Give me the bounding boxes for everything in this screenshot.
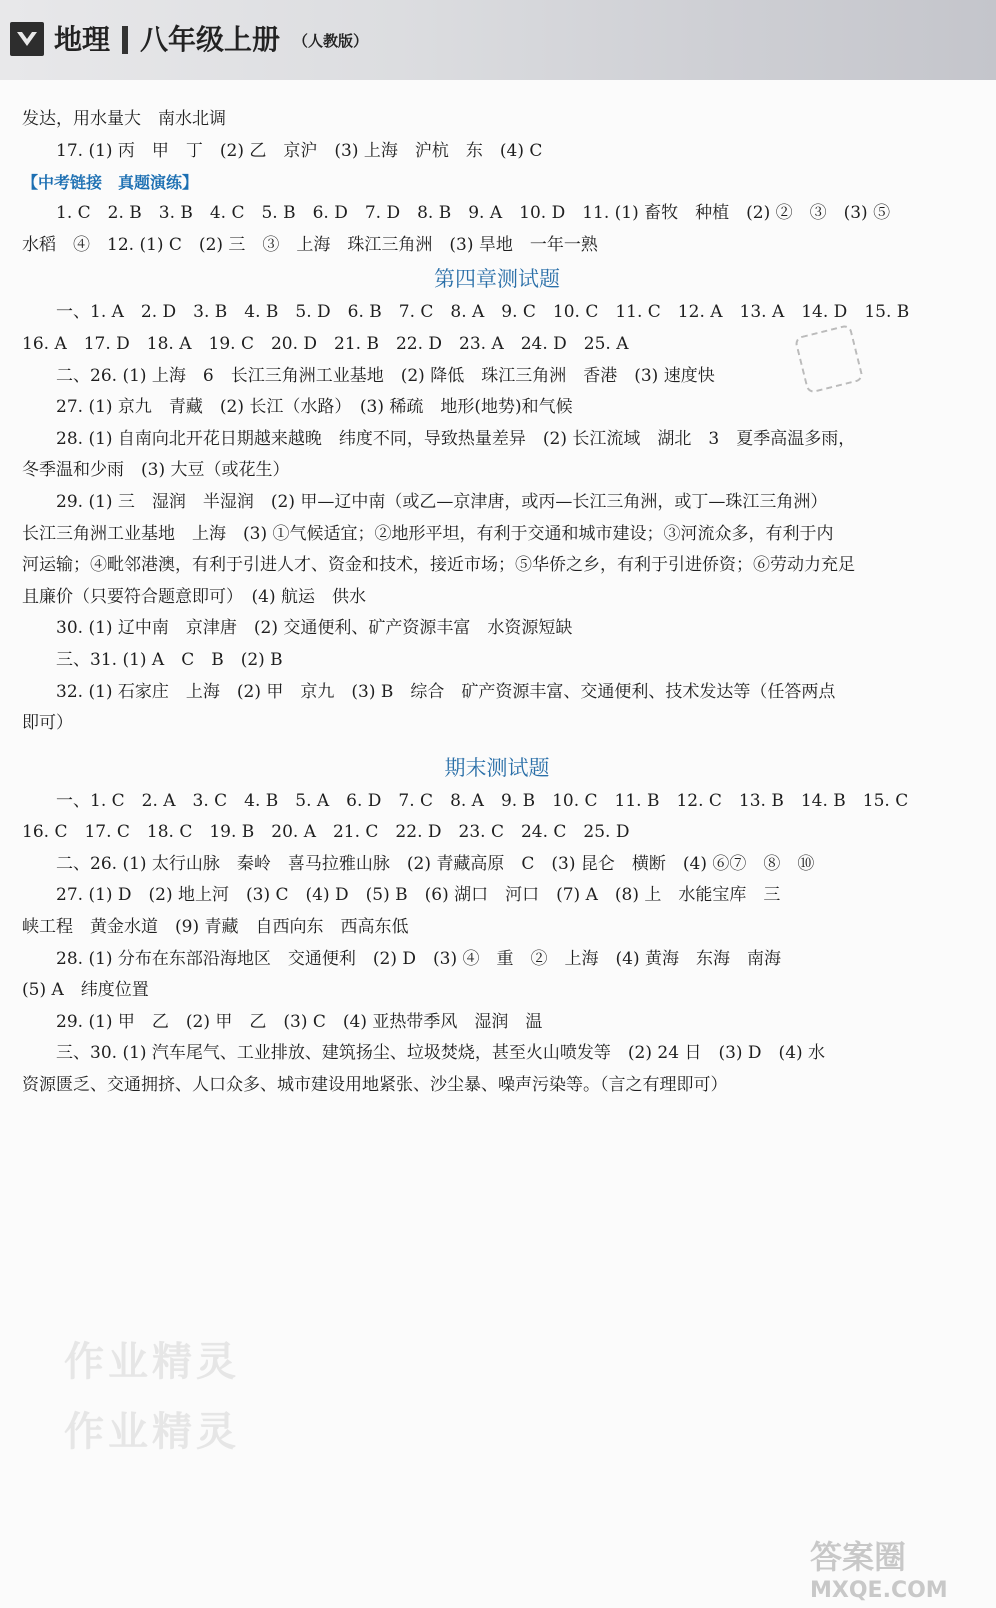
final-exam-title: 期末测试题	[444, 755, 550, 780]
text-line: 三、31. (1) A C B (2) B	[56, 649, 283, 670]
text-line: 河运输；④毗邻港澳，有利于引进人才、资金和技术，接近市场；⑤华侨之乡，有利于引进侨资；⑥劳动力充足	[22, 555, 855, 576]
text-line: 二、26. (1) 上海 6 长江三角洲工业基地 (2) 降低 珠江三角洲 香港 (3) 速度快	[56, 365, 715, 386]
text-line: 27. (1) 京九 青藏 (2) 长江（水路） (3) 稀疏 地形(地势)和气候	[56, 397, 573, 418]
text-line: 峡工程 黄金水道 (9) 青藏 自西向东 西高东低	[22, 917, 409, 938]
chapter4-title: 第四章测试题	[434, 267, 560, 292]
text-line: 且廉价（只要符合题意即可） (4) 航运 供水	[22, 586, 366, 607]
site-watermark-name: 答案圈	[810, 1538, 907, 1576]
answer-content	[22, 104, 972, 1102]
text-line: 长江三角洲工业基地 上海 (3) ①气候适宜；②地形平坦，有利于交通和城市建设；③河流众多，有利于内	[22, 523, 834, 544]
text-line: 1. C 2. B 3. B 4. C 5. B 6. D 7. D 8. B 9. A 10. D 11. (1) 畜牧 种植 (2) ② ③ (3) ⑤	[56, 203, 891, 224]
text-line: 即可）	[22, 713, 73, 734]
text-line: 一、1. A 2. D 3. B 4. B 5. D 6. B 7. C 8. A 9. C 10. C 11. C 12. A 13. A 14. D 15. B	[56, 302, 910, 323]
text-line: 32. (1) 石家庄 上海 (2) 甲 京九 (3) B 综合 矿产资源丰富、交通便利、技术发达等（任答两点	[56, 681, 836, 702]
watermark: 作业精灵	[64, 1409, 240, 1455]
grade-title: 八年级上册	[140, 23, 281, 56]
exam-link-tag: 【中考链接 真题演练】	[22, 173, 199, 193]
text-line: 发达，用水量大 南水北调	[22, 109, 226, 129]
text-line: 二、26. (1) 太行山脉 秦岭 喜马拉雅山脉 (2) 青藏高原 C (3) 昆仑 横断 (4) ⑥⑦ ⑧ ⑩	[56, 853, 815, 874]
text-line: 水稻 ④ 12. (1) C (2) 三 ③ 上海 珠江三角洲 (3) 旱地 一年一熟	[22, 234, 598, 255]
text-line: 28. (1) 自南向北开花日期越来越晚 纬度不同，导致热量差异 (2) 长江流域 湖北 3 夏季高温多雨，	[56, 428, 856, 449]
edition-label: （人教版）	[293, 32, 369, 50]
text-line: 29. (1) 三 湿润 半湿润 (2) 甲—辽中南（或乙—京津唐，或丙—长江三角洲，或丁—珠江三角洲）	[56, 491, 828, 512]
text-line: 16. A 17. D 18. A 19. C 20. D 21. B 22. D 23. A 24. D 25. A	[22, 333, 629, 354]
text-line: 一、1. C 2. A 3. C 4. B 5. A 6. D 7. C 8. A 9. B 10. C 11. B 12. C 13. B 14. B 15. C	[56, 790, 909, 811]
subject-title: 地理	[54, 23, 111, 56]
page-header	[0, 0, 996, 80]
watermark: 作业精灵	[64, 1339, 240, 1385]
text-line: 30. (1) 辽中南 京津唐 (2) 交通便利、矿产资源丰富 水资源短缺	[56, 618, 573, 639]
text-line: (5) A 纬度位置	[22, 980, 149, 1001]
text-line: 冬季温和少雨 (3) 大豆（或花生）	[22, 460, 290, 481]
site-watermark-url: MXQE.COM	[810, 1578, 948, 1603]
text-line: 资源匮乏、交通拥挤、人口众多、城市建设用地紧张、沙尘暴、噪声污染等。（言之有理即可）	[22, 1075, 728, 1096]
site-watermark	[810, 1540, 948, 1608]
final-exam-answers	[22, 786, 972, 1102]
text-line: 27. (1) D (2) 地上河 (3) C (4) D (5) B (6) 湖口 河口 (7) A (8) 上 水能宝库 三	[56, 885, 781, 906]
text-line: 29. (1) 甲 乙 (2) 甲 乙 (3) C (4) 亚热带季风 湿润 温	[56, 1011, 543, 1032]
text-line: 28. (1) 分布在东部沿海地区 交通便利 (2) D (3) ④ 重 ② 上海 (4) 黄海 东海 南海	[56, 948, 782, 969]
text-line: 16. C 17. C 18. C 19. B 20. A 21. C 22. D 23. C 24. C 25. D	[22, 822, 630, 843]
book-logo-icon	[10, 22, 44, 56]
text-line: 三、30. (1) 汽车尾气、工业排放、建筑扬尘、垃圾焚烧，甚至火山喷发等 (2) 24 日 (3) D (4) 水	[56, 1043, 826, 1064]
header-divider	[122, 26, 128, 54]
text-line: 17. (1) 丙 甲 丁 (2) 乙 京沪 (3) 上海 沪杭 东 (4) C	[56, 140, 543, 161]
